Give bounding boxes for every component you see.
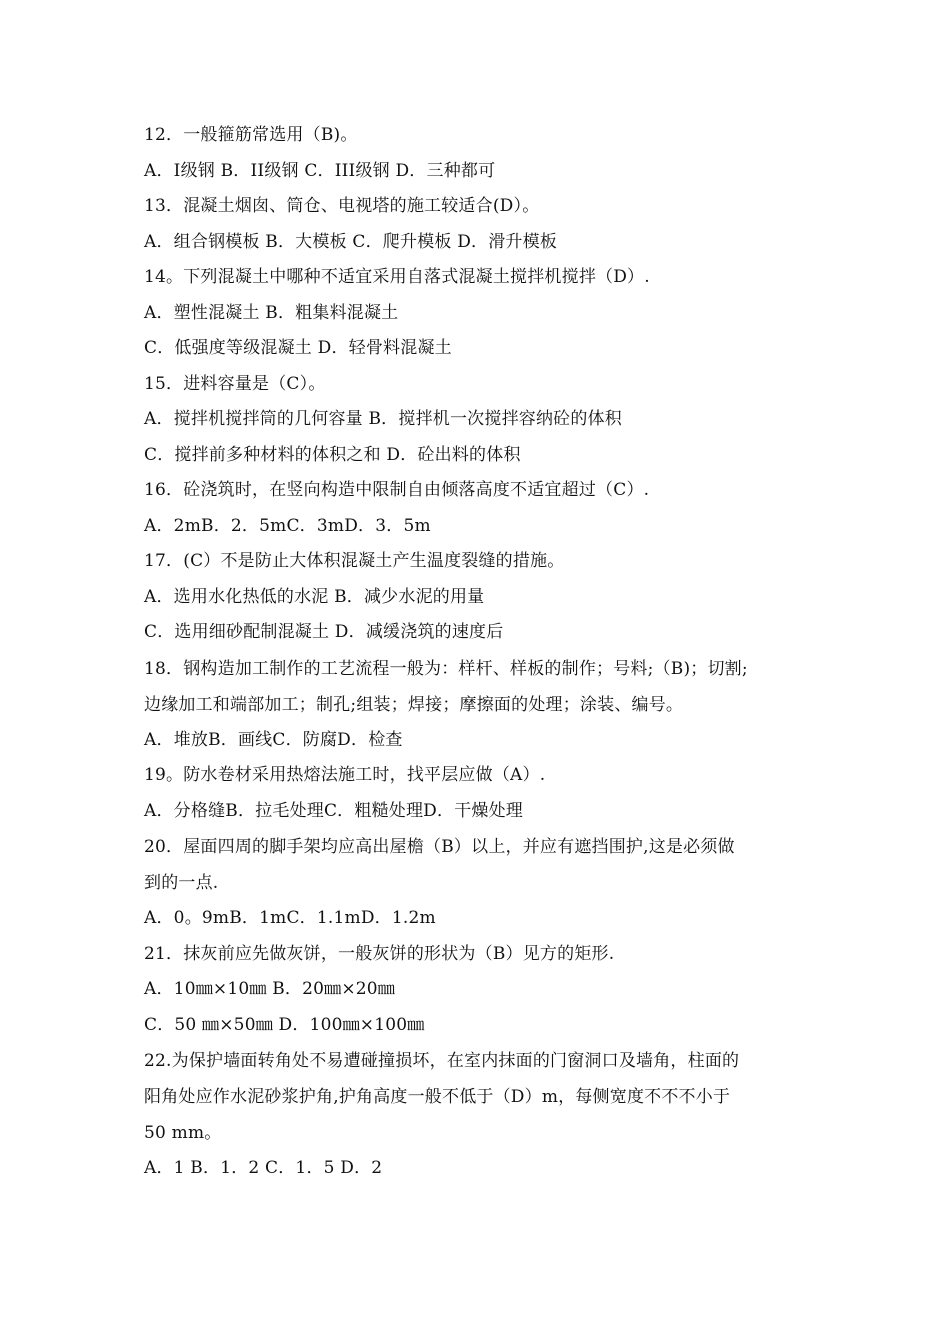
question-22-options: A．1 B．1．2 C．1．5 D．2 [144,1158,383,1178]
question-16: 16．砼浇筑时，在竖向构造中限制自由倾落高度不适宜超过（C）. [144,480,650,500]
question-20-line-1: 20．屋面四周的脚手架均应高出屋檐（B）以上，并应有遮挡围护,这是必须做 [144,837,735,857]
question-16-options: A．2mB．2．5mC．3mD．3．5m [144,515,431,536]
question-18-line-1: 18．钢构造加工制作的工艺流程一般为：样杆、样板的制作；号料;（B)；切割; [144,658,748,679]
question-15-options-cd: C．搅拌前多种材料的体积之和 D．砼出料的体积 [144,444,521,465]
question-21-options-cd: C．50 ㎜×50㎜ D．100㎜×100㎜ [144,1014,425,1035]
question-15: 15．进料容量是（C）。 [144,373,326,394]
question-18-options: A．堆放B．画线C．防腐D．检查 [144,729,403,750]
question-17-options-cd: C．选用细砂配制混凝土 D．减缓浇筑的速度后 [144,622,504,642]
question-17: 17．(C）不是防止大体积混凝土产生温度裂缝的措施。 [144,551,565,571]
question-15-options-ab: A．搅拌机搅拌筒的几何容量 B．搅拌机一次搅拌容纳砼的体积 [144,409,622,429]
question-22-line-2: 阳角处应作水泥砂浆护角,护角高度一般不低于（D）m，每侧宽度不不不小于 [144,1087,731,1107]
question-21-options-ab: A．10㎜×10㎜ B．20㎜×20㎜ [144,979,395,999]
document-page [144,118,824,1187]
question-22-line-3: 50 mm。 [144,1123,222,1143]
question-20-options: A．0。9mB．1mC．1.1mD．1.2m [144,908,436,928]
question-12: 12．一般箍筋常选用（B)。 [144,125,358,145]
question-21: 21．抹灰前应先做灰饼，一般灰饼的形状为（B）见方的矩形. [144,943,615,964]
question-14-options-ab: A．塑性混凝土 B．粗集料混凝土 [144,302,399,323]
question-12-options: A．I级钢 B．II级钢 C．III级钢 D．三种都可 [144,160,496,181]
question-19-options: A．分格缝B．拉毛处理C．粗糙处理D．干燥处理 [144,800,524,821]
question-20-line-2: 到的一点. [144,873,219,893]
question-14: 14。下列混凝土中哪种不适宜采用自落式混凝土搅拌机搅拌（D）. [144,267,650,287]
question-13: 13．混凝土烟囱、筒仓、电视塔的施工较适合(D）。 [144,196,540,216]
question-14-options-cd: C．低强度等级混凝土 D．轻骨料混凝土 [144,338,452,358]
question-22-line-1: 22.为保护墙面转角处不易遭碰撞损坏，在室内抹面的门窗洞口及墙角，柱面的 [144,1051,740,1071]
question-19: 19。防水卷材采用热熔法施工时，找平层应做（A）. [144,765,546,785]
question-17-options-ab: A．选用水化热低的水泥 B．减少水泥的用量 [144,586,485,607]
question-18-line-2: 边缘加工和端部加工；制孔;组装；焊接；摩擦面的处理；涂装、编号。 [144,694,684,715]
question-13-options: A．组合钢模板 B．大模板 C．爬升模板 D．滑升模板 [144,231,558,252]
